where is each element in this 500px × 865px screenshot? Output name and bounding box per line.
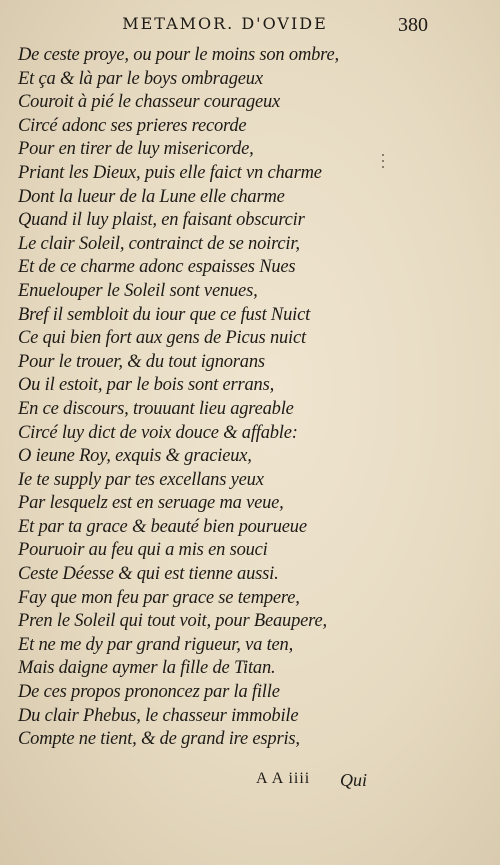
verse-line: Pren le Soleil qui tout voit, pour Beaupere,: [18, 611, 327, 632]
verse-line: En ce discours, trouuant lieu agreable: [18, 398, 294, 419]
verse-line: O ieune Roy, exquis & gracieux,: [18, 446, 252, 467]
verse-line: Et de ce charme adonc espaisses Nues: [18, 257, 296, 278]
verse-line: Ou il estoit, par le bois sont errans,: [18, 375, 275, 396]
margin-dot: [382, 160, 384, 162]
verse-line: Pour en tirer de luy misericorde,: [18, 139, 254, 160]
verse-block: [18, 44, 348, 752]
verse-line: Du clair Phebus, le chasseur immobile: [18, 705, 299, 726]
verse-line: Bref il sembloit du iour que ce fust Nuict: [18, 304, 311, 325]
verse-line: Par lesquelz est en seruage ma veue,: [18, 493, 284, 514]
verse-line: De ces propos prononcez par la fille: [18, 682, 280, 703]
margin-dot: [382, 154, 384, 156]
verse-line: Fay que mon feu par grace se tempere,: [18, 587, 300, 608]
verse-line: Et ne me dy par grand rigueur, va ten,: [18, 634, 293, 655]
margin-marks: [380, 150, 386, 180]
verse-line: Enuelouper le Soleil sont venues,: [18, 280, 258, 301]
verse-line: Le clair Soleil, contrainct de se noircir,: [18, 233, 300, 254]
page-footer: [0, 770, 500, 794]
verse-line: Circé luy dict de voix douce & affable:: [18, 422, 298, 443]
verse-line: Mais daigne aymer la fille de Titan.: [18, 658, 276, 679]
verse-line: Pouruoir au feu qui a mis en souci: [18, 540, 268, 561]
verse-line: Pour le trouer, & du tout ignorans: [18, 351, 265, 372]
verse-line: Compte ne tient, & de grand ire espris,: [18, 729, 300, 750]
verse-line: Priant les Dieux, puis elle faict vn charme: [18, 162, 322, 183]
verse-line: Quand il luy plaist, en faisant obscurcir: [18, 210, 305, 231]
verse-line: Et ça & là par le boys ombrageux: [18, 68, 263, 89]
page-number: 380: [398, 14, 428, 36]
verse-line: De ceste proye, ou pour le moins son ombre,: [18, 45, 339, 65]
verse-line: Couroit à pié le chasseur courageux: [18, 92, 281, 113]
verse-line: Dont la lueur de la Lune elle charme: [18, 186, 285, 207]
verse-line: Circé adonc ses prieres recorde: [18, 115, 247, 136]
verse-line: Ceste Déesse & qui est tienne aussi.: [18, 564, 279, 585]
margin-dot: [382, 166, 384, 168]
signature-mark: A A iiii: [256, 770, 311, 787]
catchword: Qui: [340, 770, 367, 790]
verse-line: Et par ta grace & beauté bien pourueue: [18, 516, 307, 537]
running-title: METAMOR. D'OVIDE: [122, 14, 328, 33]
verse-line: Ie te supply par tes excellans yeux: [18, 469, 264, 490]
verse-line: Ce qui bien fort aux gens de Picus nuict: [18, 328, 306, 349]
